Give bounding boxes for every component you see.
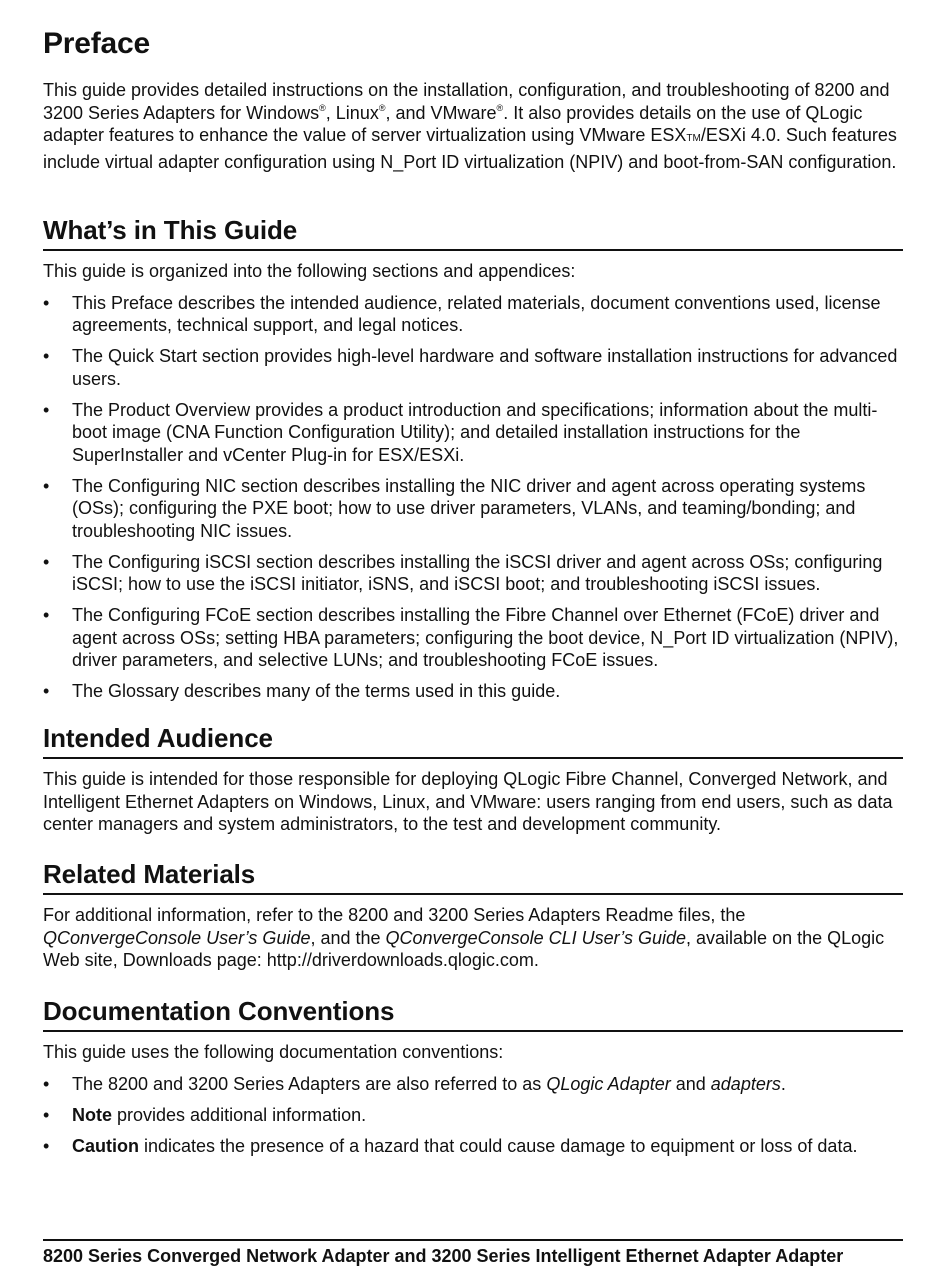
bullet-icon: • — [43, 1104, 50, 1125]
trademark-mark: TM — [686, 133, 701, 144]
section-documentation-conventions — [43, 994, 903, 1166]
bullet-icon: • — [43, 551, 50, 572]
bullet-icon: • — [43, 475, 50, 496]
guide-title: QConvergeConsole User’s Guide — [43, 927, 311, 948]
section-whats-in-this-guide — [43, 213, 903, 711]
section-heading: Documentation Conventions — [43, 994, 903, 1032]
list-item: • The Glossary describes many of the terms used in this guide. — [43, 681, 561, 701]
bullet-icon: • — [43, 292, 50, 313]
page-title: Preface — [43, 27, 151, 60]
related-paragraph: For additional information, refer to the 8200 and 3200 Series Adapters Readme files, the QConvergeConsole User’s Guide, and the QConvergeConsole CLI User’s Guide, available on the QLogic Web site, Downloads page: http://driverdownloads.qlogic.com. — [43, 905, 885, 970]
bullet-icon: • — [43, 1135, 50, 1156]
footer-divider — [43, 1239, 903, 1241]
bullet-icon: • — [43, 1073, 50, 1094]
list-item: • This Preface describes the intended audience, related materials, document conventions used, license agreements, technical support, and legal notices. — [43, 292, 881, 335]
list-item: • The Quick Start section provides high-level hardware and software installation instructions for advanced users. — [43, 346, 898, 389]
conventions-list — [43, 1073, 903, 1158]
list-item: • The Product Overview provides a product introduction and specifications; information about the multi-boot image (CNA Function Configuration Utility); and detailed installation instructions for the SuperInstaller and vCenter Plug-in for ESX/ESXi. — [43, 399, 878, 465]
guide-title: QConvergeConsole CLI User’s Guide — [385, 927, 687, 948]
list-item: • Caution indicates the presence of a hazard that could cause damage to equipment or loss of data. — [43, 1135, 858, 1156]
list-item: • The Configuring FCoE section describes installing the Fibre Channel over Ethernet (FCoE) driver and agent across OSs; setting HBA parameters; configuring the boot device, N_Port ID virtualization (NPIV), driver parameters, and selective LUNs; and troubleshooting FCoE issues. — [43, 605, 899, 670]
section-related-materials — [43, 857, 903, 972]
bullet-icon: • — [43, 399, 50, 420]
list-item: • The 8200 and 3200 Series Adapters are also referred to as QLogic Adapter and adapters. — [43, 1073, 786, 1094]
list-item: • The Configuring iSCSI section describes installing the iSCSI driver and agent across OSs; configuring iSCSI; how to use the iSCSI initiator, iSNS, and iSCSI boot; and troubleshooting iSCSI issues. — [43, 551, 883, 594]
registered-mark: ® — [496, 102, 504, 113]
section-intended-audience — [43, 721, 903, 836]
section-heading: Related Materials — [43, 857, 903, 895]
bullet-icon: • — [43, 681, 50, 701]
page-footer: 8200 Series Converged Network Adapter and 3200 Series Intelligent Ethernet Adapter Adapter — [43, 1246, 844, 1266]
registered-mark: ® — [378, 102, 386, 113]
registered-mark: ® — [319, 102, 326, 113]
bullet-icon: • — [43, 605, 50, 625]
bullet-icon: • — [43, 346, 50, 366]
list-item: • The Configuring NIC section describes installing the NIC driver and agent across operating systems (OSs); configuring the PXE boot; how to use driver parameters, VLANs, and teaming/bonding; and troubleshooting NIC issues. — [43, 475, 866, 541]
sections-list — [43, 292, 903, 703]
section-lead: This guide is organized into the following sections and appendices: — [43, 261, 576, 281]
section-heading: Intended Audience — [43, 721, 903, 759]
section-lead: This guide uses the following documentation conventions: — [43, 1042, 504, 1062]
list-item: • Note provides additional information. — [43, 1104, 367, 1125]
section-heading: What’s in This Guide — [43, 213, 903, 251]
audience-paragraph: This guide is intended for those responsible for deploying QLogic Fibre Channel, Converged Network, and Intelligent Ethernet Adapters on Windows, Linux, and VMware: users ranging from end users, such as data center managers and system administrators, to the test and development community. — [43, 769, 893, 834]
intro-paragraph: This guide provides detailed instructions on the installation, configuration, and troubleshooting of 8200 and 3200 Series Adapters for Windows®, Linux®, and VMware®. It also provides details on the use of QLogic adapter features to enhance the value of server virtualization using VMware ESXTM/ESXi 4.0. Such features include virtual adapter configuration using N_Port ID virtualization (NPIV) and boot-from-SAN configuration. — [43, 80, 897, 172]
